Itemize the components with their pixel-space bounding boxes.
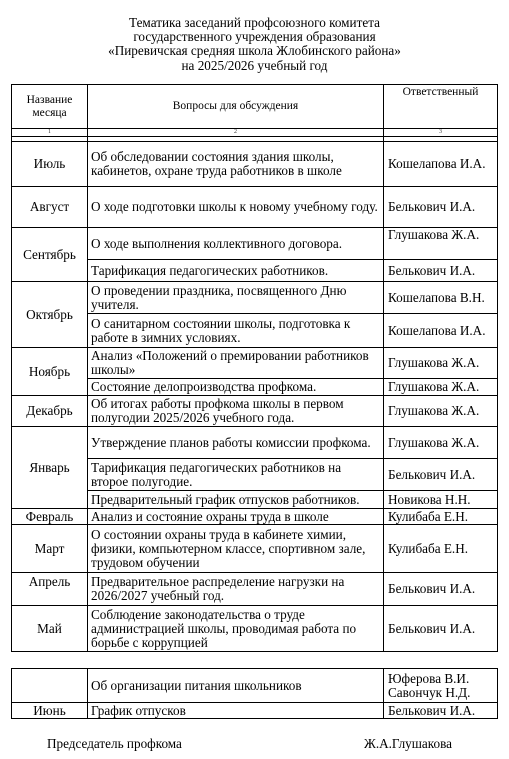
- month-cell: Апрель: [12, 573, 88, 606]
- table-row: [12, 187, 498, 228]
- table-row: [12, 606, 498, 652]
- responsible-cell: [384, 669, 498, 703]
- question-cell: О ходе выполнения коллективного договора.: [88, 228, 384, 260]
- question-cell: Анализ «Положений о премировании работников школы»: [88, 348, 384, 379]
- question-cell: О состоянии охраны труда в кабинете химии, физики, компьютерном классе, спортивном зале, трудовом обучении: [88, 525, 384, 573]
- column-number: 3: [384, 129, 498, 137]
- month-cell: Июль: [12, 142, 88, 187]
- month-cell: Август: [12, 187, 88, 228]
- header-responsible: Ответственный: [384, 85, 498, 129]
- month-cell: Октябрь: [12, 282, 88, 348]
- signature-position: Председатель профкома: [47, 736, 182, 751]
- signature-name: Ж.А.Глушакова: [364, 736, 452, 751]
- table-row: [12, 703, 498, 719]
- month-cell: Январь: [12, 427, 88, 509]
- table-row: [12, 427, 498, 459]
- question-cell: Об итогах работы профкома школы в первом полугодии 2025/2026 учебного года.: [88, 396, 384, 427]
- question-cell: График отпусков: [88, 703, 384, 719]
- question-cell: О ходе подготовки школы к новому учебному году.: [88, 187, 384, 228]
- table-row: [12, 348, 498, 379]
- question-cell: Анализ и состояние охраны труда в школе: [88, 509, 384, 525]
- question-cell: Тарификация педагогических работников.: [88, 260, 384, 282]
- month-cell: Ноябрь: [12, 348, 88, 396]
- month-cell: Декабрь: [12, 396, 88, 427]
- responsible-cell: Белькович И.А.: [384, 260, 498, 282]
- month-cell: Июнь: [12, 703, 88, 719]
- responsible-cell: Белькович И.А.: [384, 703, 498, 719]
- title-line-4: на 2025/2026 учебный год: [181, 57, 328, 73]
- title-line-2: государственного учреждения образования: [133, 29, 376, 45]
- document-title: [0, 16, 509, 73]
- meetings-table-continued: [11, 668, 498, 719]
- responsible-cell: Глушакова Ж.А.: [384, 348, 498, 379]
- responsible-cell: Кошелапова И.А.: [384, 314, 498, 348]
- question-cell: Соблюдение законодательства о труде администрацией школы, проводимая работа по борьбе с коррупцией: [88, 606, 384, 652]
- responsible-cell: Глушакова Ж.А.: [384, 427, 498, 459]
- table-header: [12, 85, 498, 129]
- column-numbers: [12, 129, 498, 137]
- month-cell: Март: [12, 525, 88, 573]
- title-line-3: «Пиревичская средняя школа Жлобинского района»: [108, 43, 401, 59]
- responsible-cell: Белькович И.А.: [384, 459, 498, 491]
- question-cell: Об организации питания школьников: [88, 669, 384, 703]
- question-cell: Предварительный график отпусков работников.: [88, 491, 384, 509]
- month-cell: Февраль: [12, 509, 88, 525]
- question-cell: Утверждение планов работы комиссии профкома.: [88, 427, 384, 459]
- column-number: 2: [88, 129, 384, 137]
- column-number: 1: [12, 129, 88, 137]
- header-month: Название месяца: [12, 85, 88, 129]
- table-row: [12, 525, 498, 573]
- table-row: [12, 142, 498, 187]
- title-line-1: Тематика заседаний профсоюзного комитета: [129, 15, 380, 30]
- table-row: [12, 396, 498, 427]
- month-cell: [12, 669, 88, 703]
- table-row: [12, 669, 498, 703]
- table-row: [12, 228, 498, 260]
- responsible-cell: Белькович И.А.: [384, 606, 498, 652]
- month-cell: Сентябрь: [12, 228, 88, 282]
- responsible-cell: Глушакова Ж.А.: [384, 379, 498, 396]
- header-questions: Вопросы для обсуждения: [88, 85, 384, 129]
- table-row: [12, 509, 498, 525]
- responsible-cell: Кулибаба Е.Н.: [384, 509, 498, 525]
- responsible-cell: Глушакова Ж.А.: [384, 228, 498, 260]
- meetings-table: [11, 84, 498, 652]
- table-row: [12, 282, 498, 314]
- responsible-name: Юферова В.И.: [388, 670, 470, 686]
- question-cell: Предварительное распределение нагрузки на 2026/2027 учебный год.: [88, 573, 384, 606]
- question-cell: Об обследовании состояния здания школы, кабинетов, охране труда работников в школе: [88, 142, 384, 187]
- question-cell: О санитарном состоянии школы, подготовка к работе в зимних условиях.: [88, 314, 384, 348]
- question-cell: Состояние делопроизводства профкома.: [88, 379, 384, 396]
- responsible-cell: Кулибаба Е.Н.: [384, 525, 498, 573]
- responsible-name: Савончук Н.Д.: [388, 684, 471, 700]
- responsible-cell: Белькович И.А.: [384, 187, 498, 228]
- responsible-cell: Белькович И.А.: [384, 573, 498, 606]
- responsible-cell: Глушакова Ж.А.: [384, 396, 498, 427]
- question-cell: Тарификация педагогических работников на второе полугодие.: [88, 459, 384, 491]
- table-row: [12, 573, 498, 606]
- responsible-cell: Кошелапова И.А.: [384, 142, 498, 187]
- month-cell: Май: [12, 606, 88, 652]
- responsible-cell: Кошелапова В.Н.: [384, 282, 498, 314]
- responsible-cell: Новикова Н.Н.: [384, 491, 498, 509]
- question-cell: О проведении праздника, посвященного Дню учителя.: [88, 282, 384, 314]
